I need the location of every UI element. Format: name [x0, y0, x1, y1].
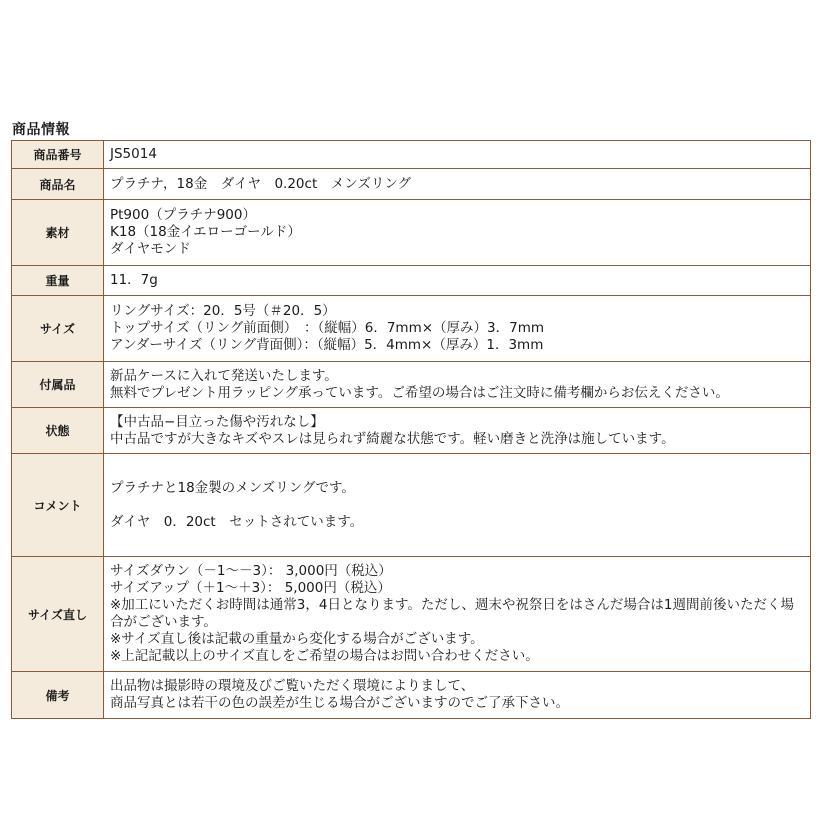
- row-value: [104, 408, 811, 454]
- row-label: 付属品: [12, 362, 104, 408]
- row-resizing: [12, 557, 811, 672]
- value-line: 新品ケースに入れて発送いたします。: [110, 367, 338, 384]
- value-line: 商品写真とは若干の色の誤差が生じる場合がございますのでご了承下さい。: [110, 695, 569, 711]
- row-label: 素材: [12, 200, 104, 266]
- section-title: 商品情報: [12, 122, 70, 138]
- row-value: [104, 169, 811, 200]
- row-label: 備考: [12, 672, 104, 719]
- value-line: Pt900（プラチナ900）: [110, 207, 256, 223]
- row-size: [12, 296, 811, 362]
- row-comment: [12, 454, 811, 557]
- product-info-table: [11, 140, 811, 719]
- value-line: K18（18金イエローゴールド）: [110, 224, 301, 240]
- row-value: [104, 454, 811, 557]
- row-label: 商品名: [12, 169, 104, 200]
- row-value: [104, 266, 811, 296]
- row-value: [104, 672, 811, 719]
- value-line: ダイヤ 0．20ct セットされています。: [110, 513, 364, 530]
- value-line: ダイヤモンド: [110, 241, 191, 257]
- row-product-number: [12, 141, 811, 169]
- row-value: [104, 557, 811, 672]
- row-condition: [12, 408, 811, 454]
- row-value: [104, 200, 811, 266]
- value-line: JS5014: [110, 146, 157, 162]
- row-material: [12, 200, 811, 266]
- value-line: アンダーサイズ（リング背面側）：（縦幅）5．4mm×（厚み）1．3mm: [110, 337, 544, 353]
- row-accessories: [12, 362, 811, 408]
- row-product-name: [12, 169, 811, 200]
- row-label: コメント: [12, 454, 104, 557]
- row-label: 重量: [12, 266, 104, 296]
- row-label: 状態: [12, 408, 104, 454]
- value-line: 無料でプレゼント用ラッピング承っています。ご希望の場合はご注文時に備考欄からお伝えください。: [110, 384, 729, 401]
- row-value: [104, 141, 811, 169]
- value-line: 【中古品−目立った傷や汚れなし】: [110, 413, 324, 430]
- value-line: ※サイズ直し後は記載の重量から変化する場合がございます。: [110, 631, 484, 647]
- row-notes: [12, 672, 811, 719]
- row-value: [104, 362, 811, 408]
- value-line: ※加工にいただくお時間は通常3，4日となります。ただし、週末や祝祭日をはさんだ場合は1週間前後いただく場合がございます。: [110, 597, 794, 630]
- value-line: プラチナと18金製のメンズリングです。: [110, 479, 355, 496]
- row-label: サイズ: [12, 296, 104, 362]
- value-line: 出品物は撮影時の環境及びご覧いただく環境によりまして、: [110, 678, 475, 694]
- row-value: [104, 296, 811, 362]
- value-line: リングサイズ：20．5号（＃20．5）: [110, 303, 336, 319]
- value-line: 11．7g: [110, 272, 158, 288]
- row-weight: [12, 266, 811, 296]
- value-line: プラチナ，18金 ダイヤ 0.20ct メンズリング: [110, 175, 412, 192]
- line-spacer: [110, 497, 806, 514]
- row-label: サイズ直し: [12, 557, 104, 672]
- value-line: サイズアップ（＋1～＋3）： 5,000円（税込）: [110, 580, 391, 596]
- value-line: ※上記記載以上のサイズ直しをご希望の場合はお問い合わせください。: [110, 648, 539, 664]
- value-line: サイズダウン（－1～－3）： 3,000円（税込）: [110, 563, 392, 579]
- value-line: トップサイズ（リング前面側） ：（縦幅）6．7mm×（厚み）3．7mm: [110, 320, 545, 336]
- row-label: 商品番号: [12, 141, 104, 169]
- value-line: 中古品ですが大きなキズやスレは見られず綺麗な状態です。軽い磨きと洗浄は施しています。: [110, 430, 675, 447]
